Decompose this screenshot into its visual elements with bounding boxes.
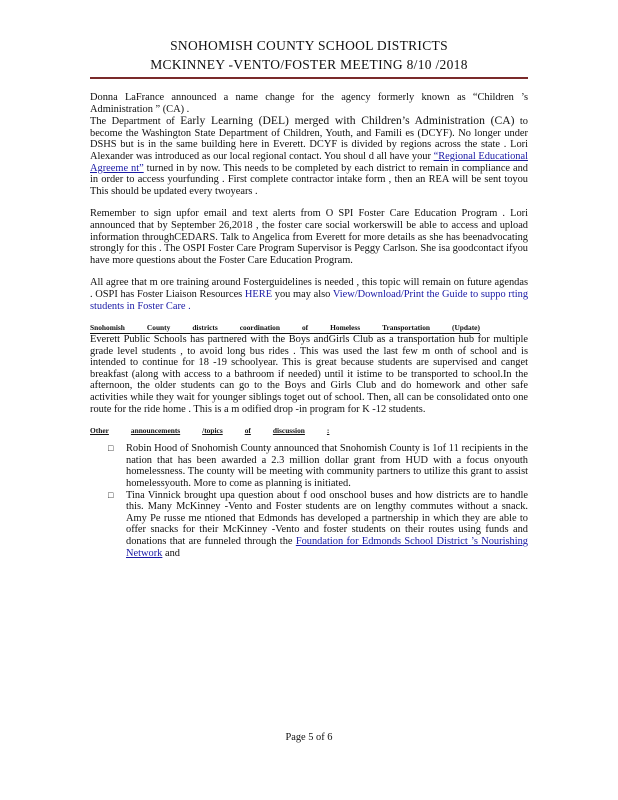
- heading-word: Other: [90, 426, 109, 436]
- para1-text-d: turned in by now. This needs to be completed by each district to remain in compliance and in order to access yourfunding . First complete contractor intake form , then an REA will be sent toyou This should be updated every twoyears .: [90, 162, 528, 197]
- paragraph-training: [90, 277, 528, 312]
- spacer: [90, 197, 528, 208]
- document-header: [90, 36, 528, 74]
- heading-word: (Update): [451, 323, 480, 333]
- spacer: [90, 415, 528, 426]
- heading-word: County: [146, 323, 171, 333]
- heading-word: discussion: [272, 426, 305, 436]
- heading-word: districts: [192, 323, 218, 333]
- header-line-2: MCKINNEY -VENTO/FOSTER MEETING 8/10 /2018: [150, 57, 468, 72]
- checkbox-bullet-icon: □: [108, 443, 114, 454]
- paragraph-alerts: Remember to sign upfor email and text alerts from O SPI Foster Care Education Program . Lori announced that by September 26,2018 , the foster care social workerswill be able to access and upload information throughCEDARS. Talk to Angelica from Everett for more details as she has beenadvocating strongly for this . The OSPI Foster Care Program Supervisor is Peggy Carlson. She isa goodcontact ifyou have more questions about the Foster Care Education Program.: [90, 208, 528, 266]
- paragraph-transportation: Everett Public Schools has partnered with the Boys andGirls Club as a transportation hub for multiple grade level students , to avoid long bus rides . This was used the last few m onth of school and is intended to continue for 18 -19 schoolyear. This is great because students are supervised and canget breakfast (along with access to a bathroom if needed) until it istime to be transported to school.In the afternoon, the older students can go to the Boys and Girls Club and do homework and other safe activities while they wait for younger siblings toget out of school. Then, all can be consolidated onto one route for the ride home . This is a m odified drop -in program for K -12 students.: [90, 334, 528, 415]
- heading-word: :: [326, 426, 330, 436]
- item2-text-b: and: [162, 547, 180, 559]
- regional-agreement-link[interactable]: “Regional Educational Agreeme nt”: [90, 150, 528, 174]
- here-link[interactable]: HERE: [244, 288, 273, 300]
- heading-word: coordination: [239, 323, 280, 333]
- para1-text-c: to become the Washington State Department of Children, Youth, and Famili es (DCYF). No longer under DSHS but is in the same building here in Everett. DCYF is divided by regions across the state . Lori Alexander was introduced as our local regional contact. You shoul d all have your: [90, 116, 528, 162]
- heading-word: Homeless: [330, 323, 361, 333]
- header-line-1: SNOHOMISH COUNTY SCHOOL DISTRICTS: [170, 38, 448, 53]
- heading-word: announcements: [130, 426, 181, 436]
- spacer: [90, 435, 528, 443]
- heading-word: of: [244, 426, 251, 436]
- para1-text-big: Early Learning (DEL) merged with Children’s Administration (CA): [180, 114, 515, 128]
- heading-word: Transportation: [382, 323, 430, 333]
- list-item: [90, 490, 528, 560]
- announcement-list: [90, 443, 528, 559]
- checkbox-bullet-icon: □: [108, 489, 114, 500]
- header-rule: [90, 77, 528, 79]
- para3-text-a: All agree that m ore training around Fosterguidelines is needed , this topic will remain on future agendas . OSPI has Foster Liaison Resources: [90, 277, 528, 300]
- spacer: [90, 266, 528, 277]
- para1-text-b: The Department of: [90, 116, 181, 128]
- document-body: [90, 92, 528, 559]
- para1-text-a: Donna LaFrance announced a name change for the agency formerly known as “Children ’s Administration ” (CA) .: [90, 92, 528, 115]
- item2-text-a: Tina Vinnick brought upa question about f ood onschool buses and how districts are to handle this. Many McKinney -Vento and Foster students are on lengthy commutes without a snack. Amy Pe russe me ntioned that Edmonds has developed a partnership in which they are able to offer snacks for their McKinney -Vento and foster students on their routes using funds and donations that are funneled through the: [126, 489, 528, 547]
- list-item: [90, 443, 528, 489]
- page-number: Page 5 of 6: [285, 732, 333, 743]
- announcement-text: [126, 490, 528, 560]
- announcement-text: Robin Hood of Snohomish County announced that Snohomish County is 1of 11 recipients in the nation that has been awarded a 2.3 million dollar grant from HUD with a focus onyouth homelessness. The county will be meeting with community partners to utilize this grant to assist homelessyouth. More to come as planning is initiated.: [126, 443, 528, 490]
- para3-text-b: you may also: [272, 288, 333, 300]
- heading-word: /topics: [202, 426, 223, 436]
- heading-word: of: [301, 323, 309, 333]
- section-heading-transportation: [90, 323, 480, 334]
- nourishing-network-link[interactable]: Foundation for Edmonds School District ’s Nourishing Network: [126, 536, 528, 559]
- guide-link[interactable]: View/Download/Print the Guide to suppo rting students in Foster Care .: [90, 288, 529, 312]
- heading-word: Snohomish: [90, 323, 125, 333]
- section-heading-announcements: [90, 426, 330, 436]
- spacer: [90, 312, 528, 323]
- paragraph-name-change: [90, 92, 528, 197]
